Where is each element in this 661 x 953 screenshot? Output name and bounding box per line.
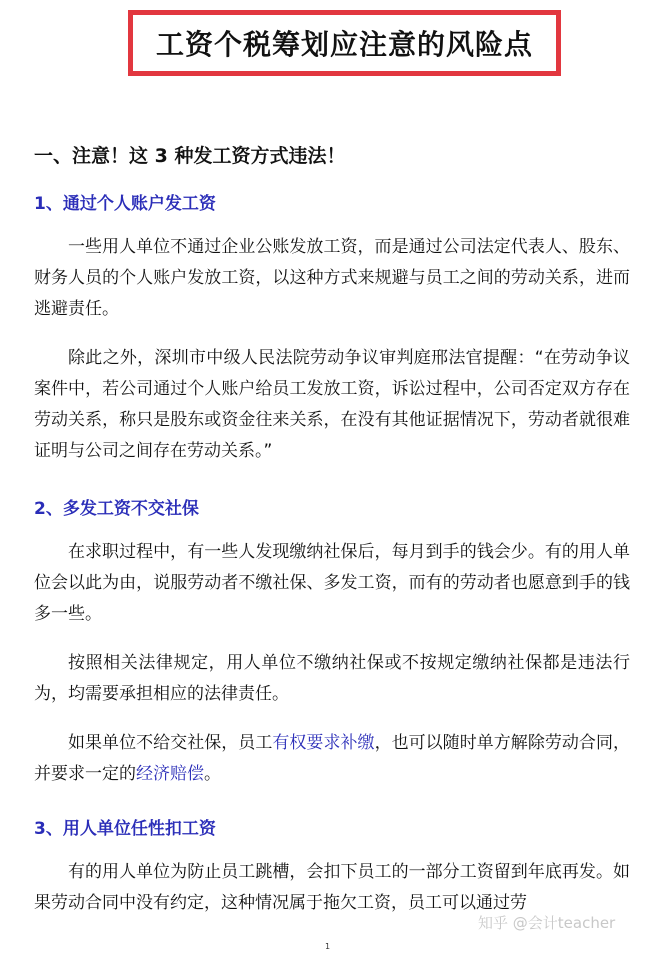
link-economic-compensation[interactable]: 经济赔偿 [136, 764, 204, 784]
item-3-heading: 3、用人单位任性扣工资 [34, 819, 216, 839]
item-2-heading: 2、多发工资不交社保 [34, 499, 199, 519]
item-1-heading: 1、通过个人账户发工资 [34, 194, 216, 214]
item-1-paragraph-1: 一些用人单位不通过企业公账发放工资，而是通过公司法定代表人、股东、财务人员的个人账户发放工资，以这种方式来规避与员工之间的劳动关系，进而逃避责任。 [34, 237, 630, 319]
title-box [128, 10, 561, 76]
link-right-to-demand-payment[interactable]: 有权要求补缴 [272, 733, 375, 753]
item-2-paragraph-3-text-3: 。 [204, 764, 221, 784]
item-3-paragraph-1: 有的用人单位为防止员工跳槽，会扣下员工的一部分工资留到年底再发。如果劳动合同中没有约定，这种情况属于拖欠工资，员工可以通过劳 [34, 862, 630, 913]
item-2-paragraph-2: 按照相关法律规定，用人单位不缴纳社保或不按规定缴纳社保都是违法行为，均需要承担相应的法律责任。 [34, 653, 630, 704]
page-number: 1 [325, 942, 331, 951]
item-2-paragraph-3 [34, 728, 630, 790]
item-2-paragraph-3-text-1: 如果单位不给交社保，员工 [68, 733, 273, 753]
item-2-paragraph-3-text-2: ，也可以随时单方解除劳动合同，并要求一定的 [34, 733, 630, 784]
item-2-paragraph-1: 在求职过程中，有一些人发现缴纳社保后，每月到手的钱会少。有的用人单位会以此为由，说服劳动者不缴社保、多发工资，而有的劳动者也愿意到手的钱多一些。 [34, 542, 630, 624]
item-1-paragraph-2: 除此之外，深圳市中级人民法院劳动争议审判庭邢法官提醒：“在劳动争议案件中，若公司通过个人账户给员工发放工资，诉讼过程中，公司否定双方存在劳动关系，称只是股东或资金往来关系，在没有其他证据情况下，劳动者就很难证明与公司之间存在劳动关系。” [34, 348, 630, 461]
document-title: 工资个税筹划应注意的风险点 [155, 28, 533, 61]
zhihu-watermark: 知乎 @会计teacher [478, 914, 616, 932]
section-heading: 一、注意！这 3 种发工资方式违法！ [34, 145, 346, 167]
